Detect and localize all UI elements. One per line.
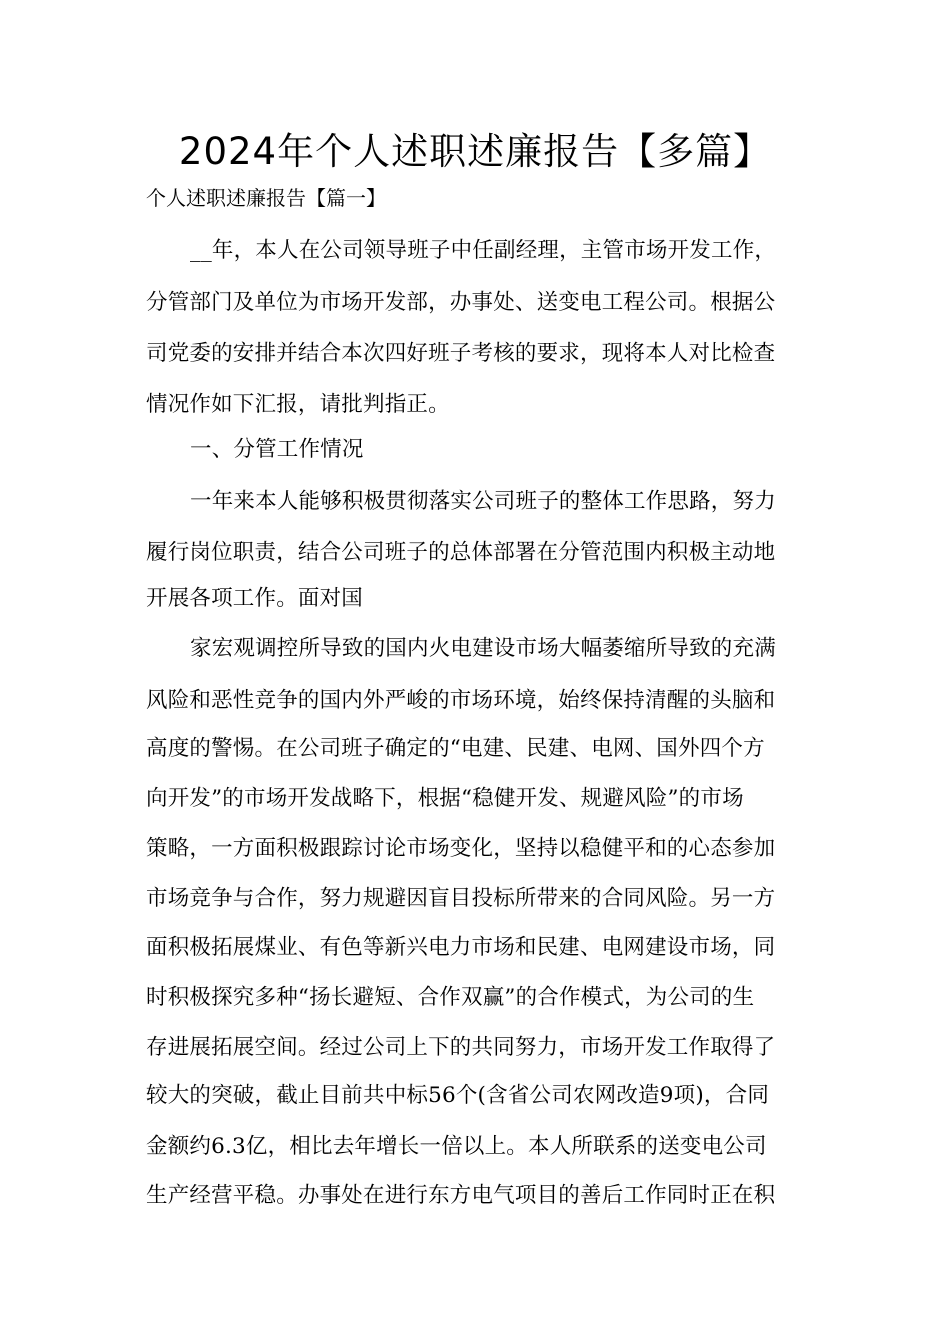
- paragraph-line: 司党委的安排并结合本次四好班子考核的要求，现将本人对比检查: [146, 341, 776, 366]
- paragraph-line: 开展各项工作。面对国: [146, 586, 364, 611]
- paragraph-line: 市场竞争与合作，努力规避因盲目投标所带来的合同风险。另一方: [146, 886, 776, 911]
- paragraph-line: 面积极拓展煤业、有色等新兴电力市场和民建、电网建设市场，同: [146, 935, 776, 960]
- paragraph-line: 一年来本人能够积极贯彻落实公司班子的整体工作思路，努力: [190, 489, 776, 514]
- paragraph-line: 较大的突破，截止目前共中标56个(含省公司农网改造9项)，合同: [146, 1083, 770, 1108]
- document-title: 2024年个人述职述廉报告【多篇】: [178, 130, 772, 173]
- paragraph-line: 策略，一方面积极跟踪讨论市场变化，坚持以稳健平和的心态参加: [146, 836, 776, 861]
- paragraph-line: 向开发”的市场开发战略下，根据“稳健开发、规避风险”的市场: [146, 786, 744, 811]
- paragraph-line: 履行岗位职责，结合公司班子的总体部署在分管范围内积极主动地: [146, 540, 776, 565]
- paragraph-line: 情况作如下汇报，请批判指正。: [146, 392, 450, 417]
- paragraph-line: __年，本人在公司领导班子中任副经理，主管市场开发工作，: [190, 238, 777, 263]
- section-heading: 一、分管工作情况: [190, 437, 364, 462]
- paragraph-line: 高度的警惕。在公司班子确定的“电建、民建、电网、国外四个方: [146, 736, 765, 761]
- document-subtitle: 个人述职述廉报告【篇一】: [146, 186, 386, 210]
- paragraph-line: 生产经营平稳。办事处在进行东方电气项目的善后工作同时正在积: [146, 1183, 776, 1208]
- paragraph-line: 时积极探究多种“扬长避短、合作双赢”的合作模式，为公司的生: [146, 985, 755, 1010]
- paragraph-line: 分管部门及单位为市场开发部，办事处、送变电工程公司。根据公: [146, 290, 776, 315]
- paragraph-line: 家宏观调控所导致的国内火电建设市场大幅萎缩所导致的充满: [190, 636, 776, 661]
- paragraph-line: 存进展拓展空间。经过公司上下的共同努力，市场开发工作取得了: [146, 1035, 776, 1060]
- paragraph-line: 风险和恶性竞争的国内外严峻的市场环境，始终保持清醒的头脑和: [146, 688, 776, 713]
- paragraph-line: 金额约6.3亿，相比去年增长一倍以上。本人所联系的送变电公司: [146, 1134, 767, 1159]
